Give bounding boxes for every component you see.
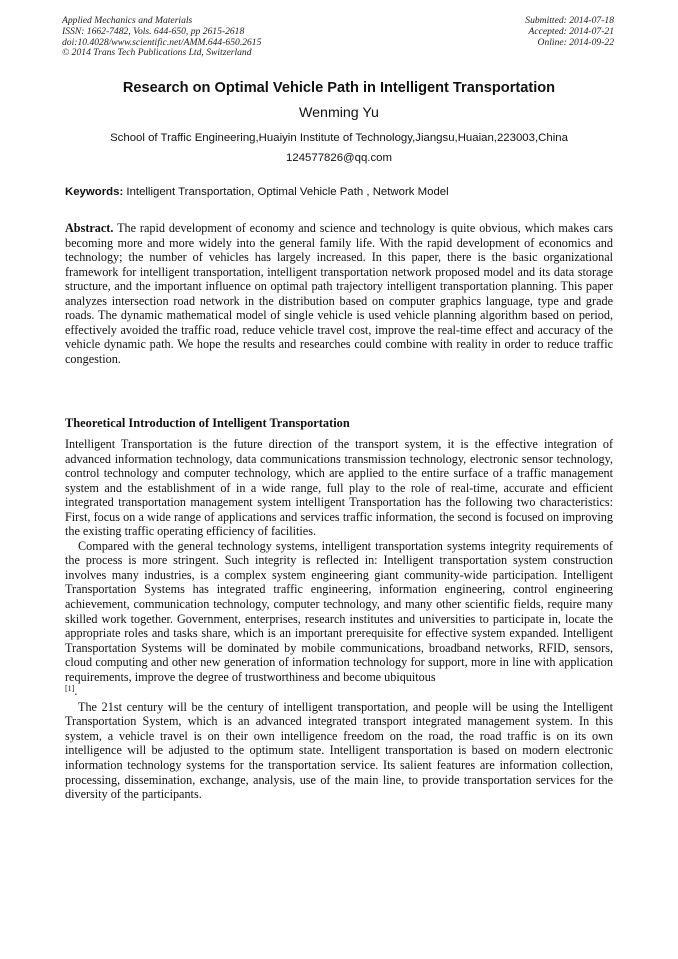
paragraph-3: The 21st century will be the century of intelligent transportation, and people will be using the Intelligent Transportation System, which is an advanced integrated transport integrated management system. In this system, a vehicle travel is on their own intelligence freedom on the road, the road traffic is on its own intelligence will be adjusted to the optimum state. Intelligent transportation is based on modern electronic information technology systems for the transportation service. Its salient features are information collection, processing, dissemination, exchange, analysis, use of the main line, to provide transportation services for the diversity of the participants. — [65, 699, 613, 802]
paragraph-2-end: . — [74, 684, 78, 699]
section-heading: Theoretical Introduction of Intelligent Transportation — [65, 416, 350, 430]
journal-doi: doi:10.4028/www.scientific.net/AMM.644-650.2615 — [62, 36, 262, 48]
online-date: Online: 2014-09-22 — [537, 36, 614, 48]
journal-copyright: © 2014 Trans Tech Publications Ltd, Switzerland — [62, 47, 252, 59]
paragraph-2-text: Compared with the general technology systems, intelligent transportation systems integrity requirements of the process is more stringent. Such integrity is reflected in: Intelligent transportation system construction involves many industries, is a complex system engineering giant community-wide participation. Intelligent Transportation Systems has integrated traffic engineering, information engineering, control engineering achievement, communication technology, computer technology, and many other scientific fields, require many skilled work together. Government, enterprises, research institutes and universities to participate in, locate the appropriate roles and tasks share, which is an important prerequisite for effective system expanded. Intelligent Transportation Systems will be dominated by mobile communications, broadband networks, RFID, sensors, cloud computing and other new generation of information technology for support, more in line with application requirements, improve the degree of trustworthiness and become ubiquitous — [65, 538, 613, 684]
paper-title: Research on Optimal Vehicle Path in Intelligent Transportation — [122, 80, 556, 96]
journal-header — [62, 16, 261, 59]
paragraph-2 — [65, 539, 613, 699]
paper-author: Wenming Yu — [299, 105, 379, 121]
abstract — [65, 221, 613, 366]
keywords-text: Intelligent Transportation, Optimal Vehicle Path , Network Model — [126, 186, 449, 198]
journal-issn: ISSN: 1662-7482, Vols. 644-650, pp 2615-2618 — [62, 25, 245, 37]
keywords — [65, 186, 449, 198]
section-body — [65, 437, 613, 802]
author-email: 124577826@qq.com — [286, 152, 392, 164]
paragraph-1: Intelligent Transportation is the future direction of the transport system, it is the effective integration of advanced information technology, data communications transmission technology, electronic sensor technology, control technology and computer technology, which are applied to the entire surface of a traffic management system and the establishment of in a wide range, full play to the role of real-time, accurate and efficient integrated transportation management system intelligent Transportation has the following two characteristics: First, focus on a wide range of applications and services traffic information, the second is focused on improving the existing traffic operating efficiency of facilities. — [65, 437, 613, 539]
keywords-label: Keywords: — [65, 186, 124, 198]
abstract-label: Abstract. — [65, 221, 114, 235]
journal-name: Applied Mechanics and Materials — [62, 15, 193, 26]
citation-ref: [1] — [65, 684, 75, 694]
author-affiliation: School of Traffic Engineering,Huaiyin Institute of Technology,Jiangsu,Huaian,223003,China — [110, 132, 568, 144]
abstract-text: The rapid development of economy and science and technology is quite obvious, which makes cars becoming more and more widely into the general family life. With the rapid development of economics and technology; the number of vehicles has largely increased. In this paper, there is the basic organizational framework for intelligent transportation, intelligent transportation network proposed model and its data storage structure, and the important influence on optimal path trajectory intelligent transportation planning. This paper analyzes intersection road network in the distribution based on computer graphics language, type and grade roads. The dynamic mathematical model of single vehicle is used vehicle planning algorithm based on period, effectively avoided the traffic road, reduce vehicle travel cost, improve the real-time effect and accuracy of the vehicle dynamic path. We hope the results and researches could combine with reality in order to reduce traffic congestion. — [65, 221, 614, 366]
dates-header — [525, 16, 614, 48]
accepted-date: Accepted: 2014-07-21 — [528, 25, 614, 37]
submitted-date: Submitted: 2014-07-18 — [525, 15, 614, 26]
